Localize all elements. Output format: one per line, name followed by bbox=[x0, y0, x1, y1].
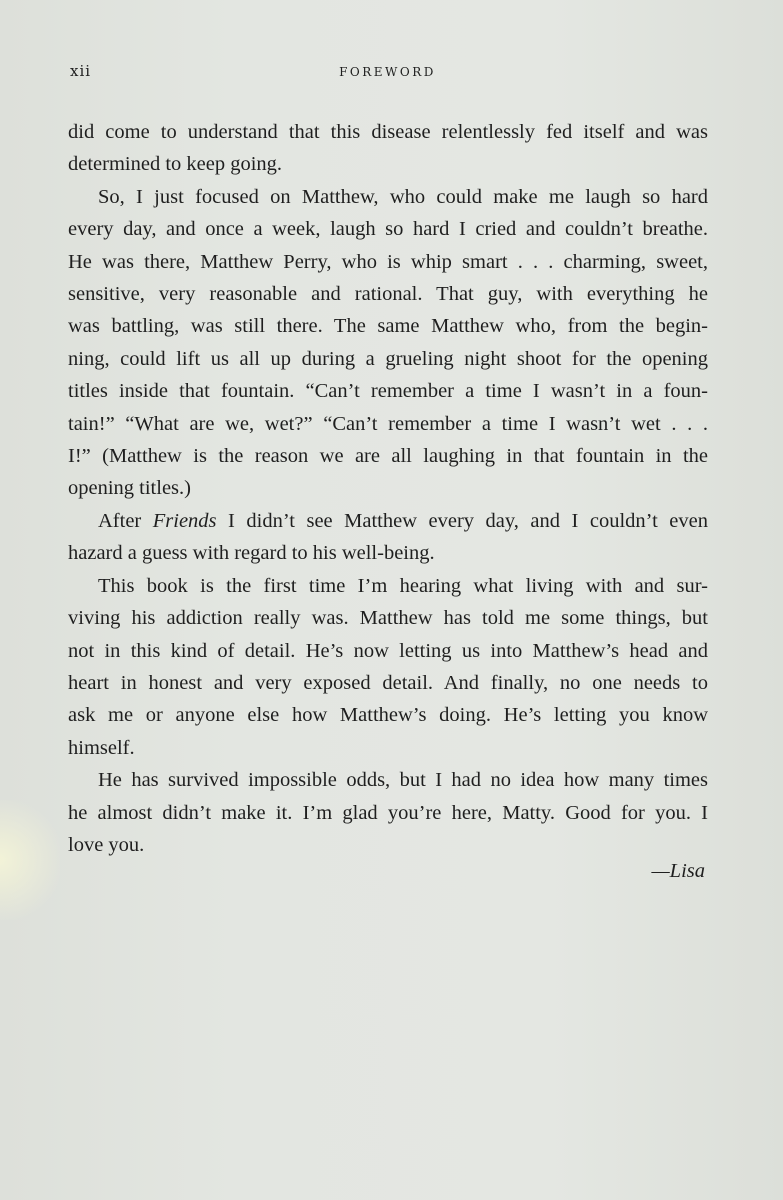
text-line: I!” (Matthew is the reason we are all laughing in that fountain in the bbox=[68, 445, 708, 468]
text-line: He has survived impossible odds, but I had no idea how many times bbox=[98, 769, 708, 792]
text-line: sensitive, very reasonable and rational. That guy, with everything he bbox=[68, 283, 708, 306]
text-line: titles inside that fountain. “Can’t remember a time I wasn’t in a foun- bbox=[68, 380, 708, 403]
text-line: So, I just focused on Matthew, who could make me laugh so hard bbox=[98, 185, 708, 208]
text-line: every day, and once a week, laugh so hard I cried and couldn’t breathe. bbox=[68, 218, 708, 241]
text-line: he almost didn’t make it. I’m glad you’re here, Matty. Good for you. I bbox=[68, 801, 708, 824]
running-head bbox=[70, 62, 705, 86]
text-line: tain!” “What are we, wet?” “Can’t remember a time I wasn’t wet . . . bbox=[68, 412, 708, 435]
text-line: did come to understand that this disease relentlessly fed itself and was bbox=[68, 121, 708, 143]
text-line: ask me or anyone else how Matthew’s doing. He’s letting you know bbox=[68, 704, 708, 727]
text-line: love you. bbox=[68, 833, 145, 856]
section-title: FOREWORD bbox=[339, 65, 436, 79]
text-line bbox=[68, 505, 708, 537]
page-light-glare bbox=[0, 800, 60, 920]
text-line: not in this kind of detail. He’s now letting us into Matthew’s head and bbox=[68, 639, 708, 662]
paragraph bbox=[68, 570, 708, 764]
text-line: ning, could lift us all up during a grueling night shoot for the opening bbox=[68, 347, 708, 370]
paragraph bbox=[68, 116, 708, 181]
text-line: viving his addiction really was. Matthew has told me some things, but bbox=[68, 607, 708, 630]
text-line: was battling, was still there. The same Matthew who, from the begin- bbox=[68, 315, 708, 338]
lead-text: After bbox=[98, 509, 142, 532]
text-line: himself. bbox=[68, 736, 135, 759]
text-line: heart in honest and very exposed detail. And finally, no one needs to bbox=[68, 671, 708, 694]
body-text bbox=[68, 116, 708, 861]
show-title: Friends bbox=[152, 509, 217, 532]
paragraph bbox=[68, 181, 708, 505]
signature: —Lisa bbox=[651, 860, 705, 882]
paragraph bbox=[68, 505, 708, 570]
text-line: This book is the first time I’m hearing what living with and sur- bbox=[98, 574, 708, 597]
text-line: determined to keep going. bbox=[68, 153, 283, 176]
text-line: He was there, Matthew Perry, who is whip smart . . . charming, sweet, bbox=[68, 250, 708, 273]
paragraph bbox=[68, 764, 708, 861]
text-line: opening titles.) bbox=[68, 477, 191, 500]
line-rest: I didn’t see Matthew every day, and I couldn’t even bbox=[228, 509, 708, 532]
page-number: xii bbox=[70, 62, 92, 80]
text-line: hazard a guess with regard to his well-being. bbox=[68, 542, 435, 565]
